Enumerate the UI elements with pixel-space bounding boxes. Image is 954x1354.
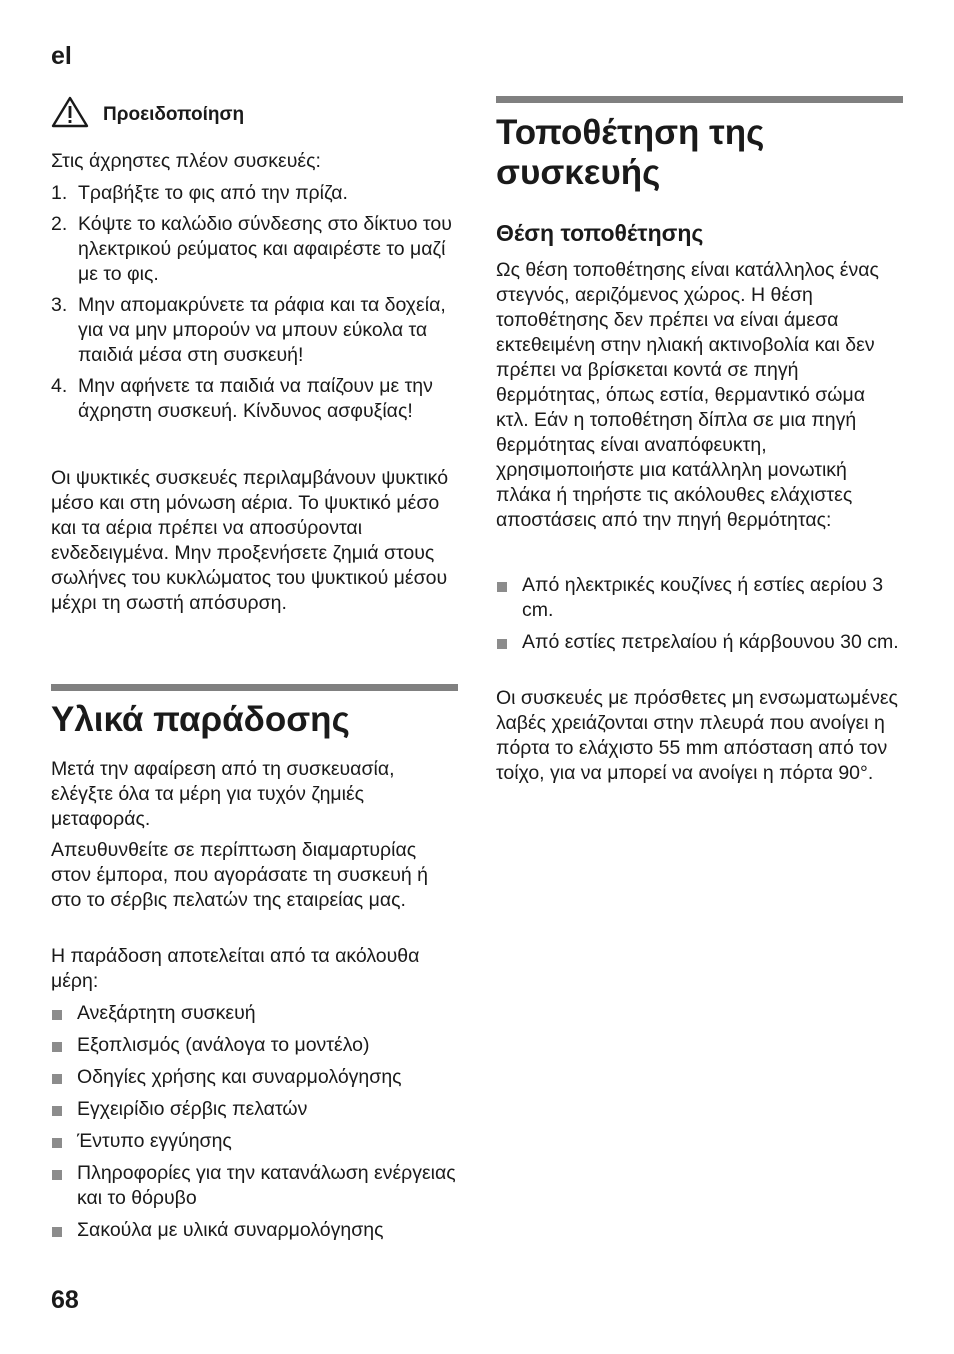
delivery-paragraph-1: Μετά την αφαίρεση από τη συσκευασία, ελέγξτε όλα τα μέρη για τυχόν ζημιές μεταφοράς. <box>51 758 395 830</box>
warning-title: Προειδοποίηση <box>103 104 245 125</box>
list-item <box>51 1218 458 1243</box>
step-text: Μην αφήνετε τα παιδιά να παίζουν με την άχρηστη συσκευή. Κίνδυνος ασφυξίας! <box>78 375 433 422</box>
section-rule <box>51 684 458 691</box>
list-item <box>496 573 903 623</box>
square-bullet-icon <box>52 1170 62 1180</box>
list-item <box>51 1161 458 1211</box>
handles-paragraph: Οι συσκευές με πρόσθετες μη ενσωματωμένες λαβές χρειάζονται στην πλευρά που ανοίγει η πόρτα το ελάχιστο 55 mm απόσταση από τον τοίχο, για να μπορεί να ανοίγει η πόρτα 90°. <box>496 687 898 784</box>
step-text: Μην απομακρύνετε τα ράφια και τα δοχεία, για να μην μπορούν να μπουν εύκολα τα παιδιά μέσα στη συσκευή! <box>78 294 446 366</box>
section-rule <box>496 96 903 103</box>
square-bullet-icon <box>52 1106 62 1116</box>
square-bullet-icon <box>52 1042 62 1052</box>
step-text: Τραβήξτε το φις από την πρίζα. <box>78 182 348 204</box>
list-item <box>496 630 903 655</box>
bullet-text: Οδηγίες χρήσης και συναρμολόγησης <box>77 1066 402 1088</box>
warning-intro: Στις άχρηστες πλέον συσκευές: <box>51 150 321 172</box>
delivery-paragraph-2: Απευθυνθείτε σε περίπτωση διαμαρτυρίας στον έμπορα, που αγοράσατε τη συσκευή ή στο το σέρβις πελατών της εταιρείας μας. <box>51 839 429 911</box>
step-text: Κόψτε το καλώδιο σύνδεσης στο δίκτυο του ηλεκτρικού ρεύματος και αφαιρέστε το μαζί με το φις. <box>78 213 452 285</box>
disposal-steps <box>51 181 458 430</box>
square-bullet-icon <box>52 1074 62 1084</box>
list-item <box>51 212 458 287</box>
list-item <box>51 1129 458 1154</box>
page-number: 68 <box>51 1286 79 1314</box>
location-paragraph: Ως θέση τοποθέτησης είναι κατάλληλος ένας στεγνός, αεριζόμενος χώρος. Η θέση τοποθέτησης δεν πρέπει να είναι άμεσα εκτεθειμένη στην ηλιακή ακτινοβολία και δεν πρέπει να βρίσκεται κοντά σε πηγή θερμότητας, όπως εστία, θερμαντικό σώμα κτλ. Εάν η τοποθέτηση δίπλα σε μια πηγή θερμότητας είναι αναπόφευκτη, χρησιμοποιήστε μια κατάλληλη μονωτική πλάκα ή τηρήστε τις ακόλουθες ελάχιστες αποστάσεις από την πηγή θερμότητας: <box>496 259 879 531</box>
bullet-text: Από ηλεκτρικές κουζίνες ή εστίες αερίου 3 cm. <box>522 574 884 621</box>
bullet-text: Εξοπλισμός (ανάλογα το μοντέλο) <box>77 1034 370 1056</box>
list-item <box>51 1033 458 1058</box>
bullet-text: Σακούλα με υλικά συναρμολόγησης <box>77 1219 384 1241</box>
installation-heading: Τοποθέτηση της συσκευής <box>496 113 765 192</box>
square-bullet-icon <box>497 582 507 592</box>
warning-header <box>51 96 244 128</box>
bullet-text: Πληροφορίες για την κατανάλωση ενέργειας και το θόρυβο <box>77 1162 456 1209</box>
language-code: el <box>51 42 72 70</box>
delivery-heading: Υλικά παράδοσης <box>51 700 350 739</box>
list-item <box>51 1065 458 1090</box>
step-number: 4. <box>51 375 68 397</box>
delivery-paragraph-3: Η παράδοση αποτελείται από τα ακόλουθα μέρη: <box>51 945 420 992</box>
location-subheading: Θέση τοποθέτησης <box>496 220 704 246</box>
list-item <box>51 1001 458 1026</box>
distance-items <box>496 573 903 662</box>
refrigerant-note: Οι ψυκτικές συσκευές περιλαμβάνουν ψυκτικό μέσο και στη μόνωση αέρια. Το ψυκτικό μέσο και τα αέρια πρέπει να αποσύρονται ενδεδειγμένα. Μην προξενήσετε ζημιά στους σωλήνες του κυκλώματος του ψυκτικού μέσου μέχρι τη σωστή απόσυρση. <box>51 467 449 614</box>
bullet-text: Ανεξάρτητη συσκευή <box>77 1002 256 1024</box>
list-item <box>51 374 458 424</box>
bullet-text: Από εστίες πετρελαίου ή κάρβουνου 30 cm. <box>522 631 899 653</box>
bullet-text: Εγχειρίδιο σέρβις πελατών <box>77 1098 308 1120</box>
square-bullet-icon <box>52 1138 62 1148</box>
warning-triangle-icon <box>51 96 89 128</box>
list-item <box>51 181 458 206</box>
step-number: 2. <box>51 213 68 235</box>
step-number: 1. <box>51 182 68 204</box>
delivery-items <box>51 1001 458 1250</box>
step-number: 3. <box>51 294 68 316</box>
square-bullet-icon <box>52 1010 62 1020</box>
square-bullet-icon <box>52 1227 62 1237</box>
bullet-text: Έντυπο εγγύησης <box>77 1130 232 1152</box>
list-item <box>51 1097 458 1122</box>
list-item <box>51 293 458 368</box>
square-bullet-icon <box>497 639 507 649</box>
